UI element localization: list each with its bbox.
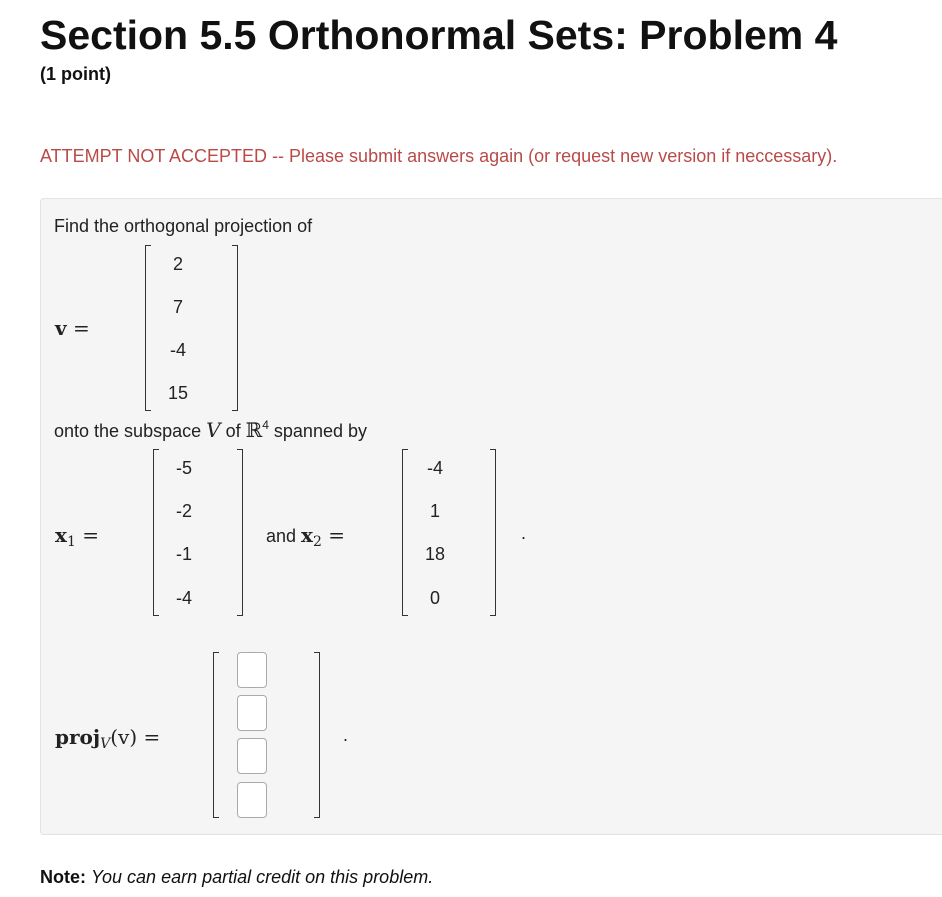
x1-entry-3: -1: [175, 544, 192, 564]
x2-entry-2: 1: [429, 501, 440, 521]
onto-text: onto the subspace: [54, 421, 207, 441]
x2-right-bracket: [490, 449, 496, 616]
x1-right-bracket: [237, 449, 243, 616]
x1-entry-4: -4: [175, 588, 192, 608]
points-label: (1 point): [40, 64, 111, 84]
answer-period: .: [343, 725, 349, 745]
v-entry-3: -4: [169, 340, 186, 360]
v-label: v =: [55, 316, 90, 340]
v-entry-1: 2: [172, 254, 183, 274]
x2-left-bracket: [402, 449, 408, 616]
v-right-bracket: [232, 245, 238, 411]
note-text: You can earn partial credit on this problem.: [91, 867, 434, 887]
answer-input-2[interactable]: [237, 695, 267, 731]
projection-label: proj$_V$(v) =: [55, 725, 161, 752]
subspace-symbol: V: [206, 418, 221, 442]
answer-input-1[interactable]: [237, 652, 267, 688]
answer-input-4[interactable]: [237, 782, 267, 818]
page-title: Section 5.5 Orthonormal Sets: Problem 4: [40, 12, 838, 58]
x1-entry-1: -5: [175, 458, 192, 478]
x2-entry-1: -4: [426, 458, 443, 478]
answer-left-bracket: [213, 652, 219, 818]
spanned-text: spanned by: [268, 421, 367, 441]
subspace-sentence: [54, 418, 367, 442]
v-entry-4: 15: [167, 383, 189, 403]
v-left-bracket: [145, 245, 151, 411]
x1-entry-2: -2: [175, 501, 192, 521]
partial-credit-note: [40, 867, 433, 888]
x2-entry-3: 18: [424, 544, 446, 564]
real-space-exponent: 4: [262, 418, 269, 432]
x2-entry-4: 0: [429, 588, 440, 608]
real-space-symbol: ℝ: [245, 418, 263, 442]
problem-panel: [40, 198, 942, 835]
v-entry-2: 7: [172, 297, 183, 317]
answer-input-3[interactable]: [237, 738, 267, 774]
note-label: Note:: [40, 867, 86, 887]
x2-period: .: [521, 523, 527, 543]
of-text: of: [220, 421, 246, 441]
and-x2-label: and $x_2$ =: [266, 523, 346, 550]
attempt-status-message: ATTEMPT NOT ACCEPTED -- Please submit answers again (or request new version if neccessary).: [40, 146, 838, 166]
x1-label: $x_1$ =: [55, 523, 99, 550]
x1-left-bracket: [153, 449, 159, 616]
answer-right-bracket: [314, 652, 320, 818]
problem-intro: Find the orthogonal projection of: [54, 216, 313, 236]
